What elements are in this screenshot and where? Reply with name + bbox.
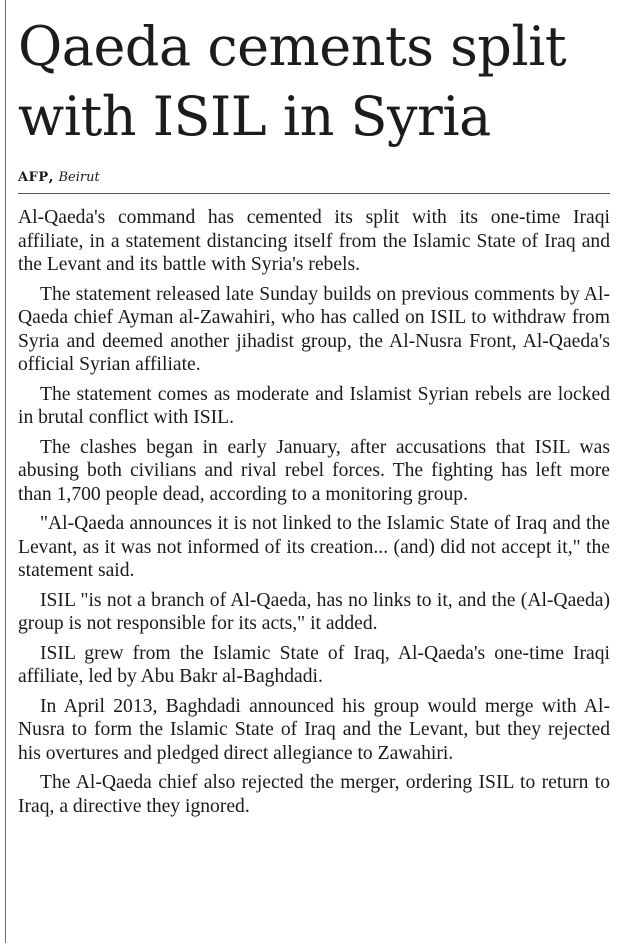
news-article (18, 0, 610, 824)
byline-agency: AFP (18, 170, 49, 185)
paragraph-4: The clashes began in early January, after accusations that ISIL was abusing both civilians and rival rebel forces. The fighting has left more than 1,700 people dead, according to a monitoring group. (18, 436, 610, 505)
column-rule (5, 0, 6, 943)
headline (18, 12, 610, 152)
paragraph-2: The statement released late Sunday builds on previous comments by Al-Qaeda chief Ayman al-Zawahiri, who has called on ISIL to withdraw from Syria and deemed another jihadist group, the Al-Nusra Front, Al-Qaeda's official Syrian affiliate. (18, 283, 610, 375)
paragraph-7: ISIL grew from the Islamic State of Iraq, Al-Qaeda's one-time Iraqi affiliate, led by Abu Bakr al-Baghdadi. (18, 642, 610, 687)
paragraph-8: In April 2013, Baghdadi announced his group would merge with Al-Nusra to form the Islamic State of Iraq and the Levant, but they rejected his overtures and pledged direct allegiance to Zawahiri. (18, 695, 610, 764)
article-body (18, 206, 610, 818)
paragraph-3: The statement comes as moderate and Islamist Syrian rebels are locked in brutal conflict with ISIL. (18, 383, 610, 428)
headline-line-1: Qaeda cements split (18, 15, 567, 78)
paragraph-5: "Al-Qaeda announces it is not linked to the Islamic State of Iraq and the Levant, as it was not informed of its creation... (and) did not accept it," the statement said. (18, 513, 610, 581)
byline (18, 168, 610, 194)
headline-line-2: with ISIL in Syria (18, 85, 491, 148)
paragraph-6: ISIL "is not a branch of Al-Qaeda, has no links to it, and the (Al-Qaeda) group is not responsible for its acts," it added. (18, 589, 610, 634)
byline-location: Beirut (58, 170, 100, 185)
paragraph-9: The Al-Qaeda chief also rejected the merger, ordering ISIL to return to Iraq, a directive they ignored. (18, 772, 610, 817)
byline-separator: , (48, 169, 54, 185)
paragraph-1: Al-Qaeda's command has cemented its split with its one-time Iraqi affiliate, in a statement distancing itself from the Islamic State of Iraq and the Levant and its battle with Syria's rebels. (18, 207, 610, 275)
